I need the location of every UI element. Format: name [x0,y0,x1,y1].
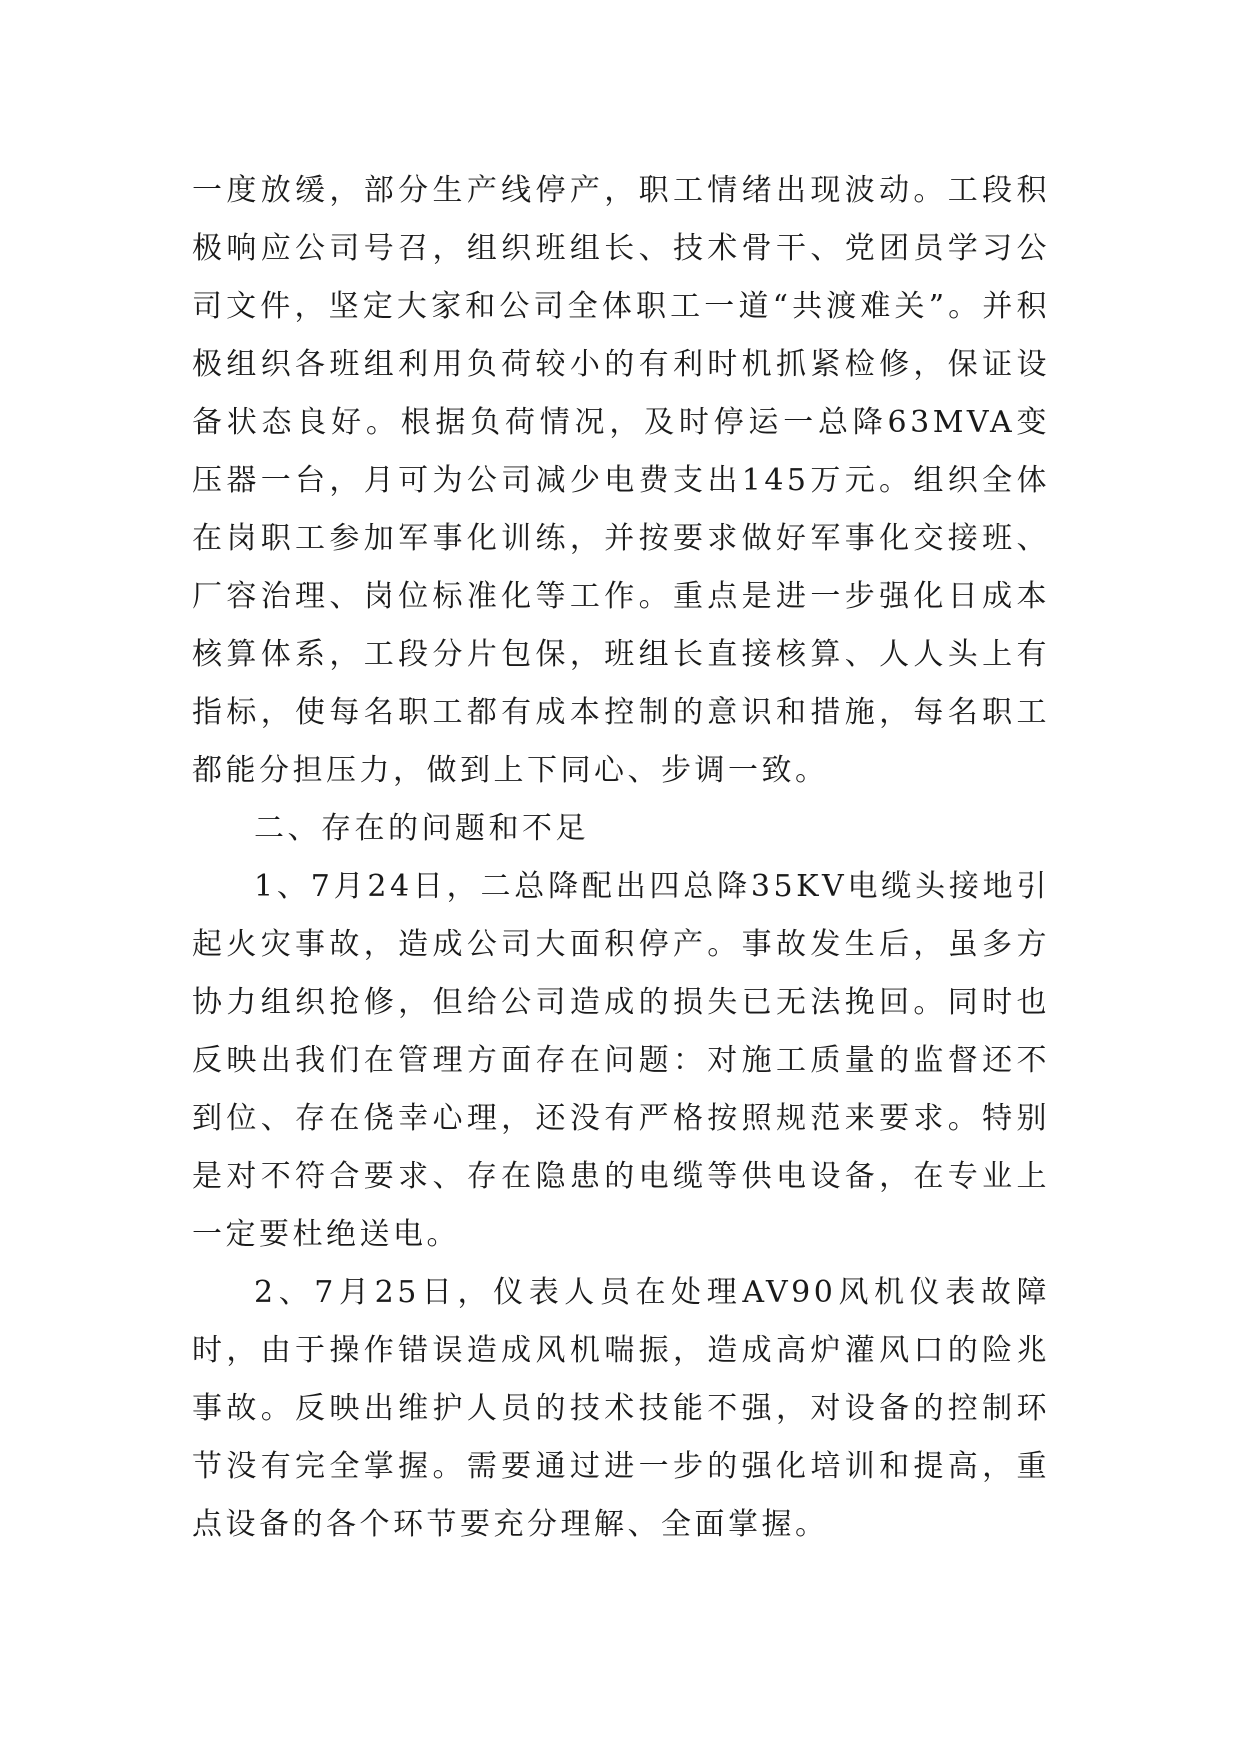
paragraph-continuation: 一度放缓，部分生产线停产，职工情绪出现波动。工段积极响应公司号召，组织班组长、技术骨干、党团员学习公司文件，坚定大家和公司全体职工一道“共渡难关”。并积极组织各班组利用负荷较小的有利时机抓紧检修，保证设备状态良好。根据负荷情况，及时停运一总降63MVA变压器一台，月可为公司减少电费支出145万元。组织全体在岗职工参加军事化训练，并按要求做好军事化交接班、厂容治理、岗位标准化等工作。重点是进一步强化日成本核算体系，工段分片包保，班组长直接核算、人人头上有指标，使每名职工都有成本控制的意识和措施，每名职工都能分担压力，做到上下同心、步调一致。 [192,173,1050,788]
section-heading-problems: 二、存在的问题和不足 [254,811,589,846]
body-text [192,162,1050,1554]
paragraph-issue-2: 2、7月25日，仪表人员在处理AV90风机仪表故障时，由于操作错误造成风机喘振，造成高炉灌风口的险兆事故。反映出维护人员的技术技能不强，对设备的控制环节没有完全掌握。需要通过进一步的强化培训和提高，重点设备的各个环节要充分理解、全面掌握。 [192,1275,1050,1542]
paragraph-issue-1: 1、7月24日，二总降配出四总降35KV电缆头接地引起火灾事故，造成公司大面积停产。事故发生后，虽多方协力组织抢修，但给公司造成的损失已无法挽回。同时也反映出我们在管理方面存在问题：对施工质量的监督还不到位、存在侥幸心理，还没有严格按照规范来要求。特别是对不符合要求、存在隐患的电缆等供电设备，在专业上一定要杜绝送电。 [192,869,1050,1252]
